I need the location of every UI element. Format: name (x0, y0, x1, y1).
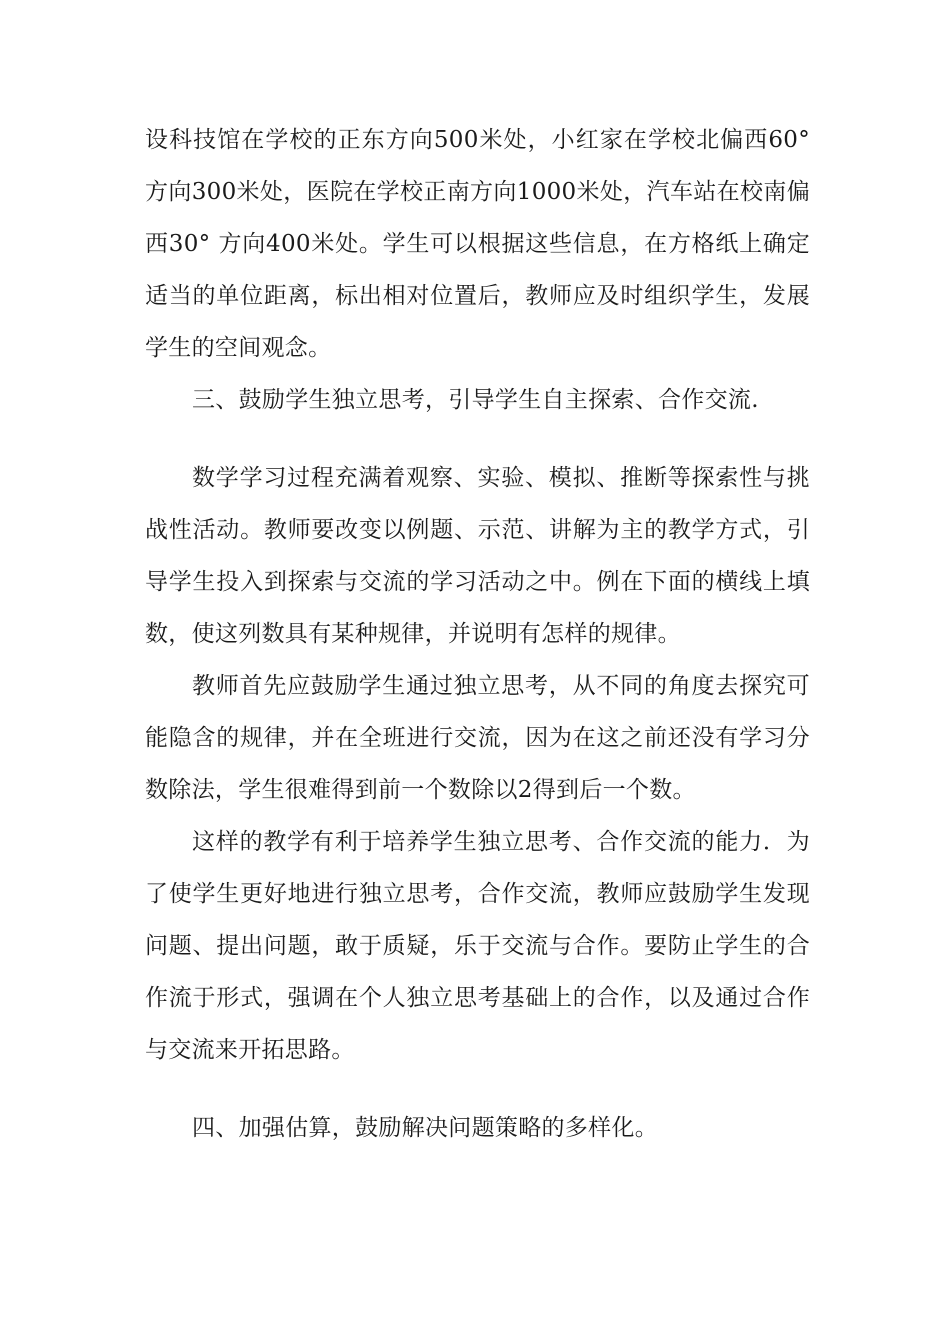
paragraph-cooperation: 这样的教学有利于培养学生独立思考、合作交流的能力．为了使学生更好地进行独立思考，合作交流，教师应鼓励学生发现问题、提出问题，敢于质疑，乐于交流与合作。要防止学生的合作流于形式，强调在个人独立思考基础上的合作，以及通过合作与交流来开拓思路。 (145, 829, 810, 1063)
paragraph-locations-example: 设科技馆在学校的正东方向500米处，小红家在学校北偏西60°方向300米处，医院在学校正南方向1000米处，汽车站在校南偏西30° 方向400米处。学生可以根据这些信息，在方格纸上确定适当的单位距离，标出相对位置后，教师应及时组织学生，发展学生的空间观念。 (145, 127, 810, 361)
paragraph-teacher-encourage: 教师首先应鼓励学生通过独立思考，从不同的角度去探究可能隐含的规律，并在全班进行交流，因为在这之前还没有学习分数除法，学生很难得到前一个数除以2得到后一个数。 (145, 673, 810, 803)
paragraph-exploration: 数学学习过程充满着观察、实验、模拟、推断等探索性与挑战性活动。教师要改变以例题、示范、讲解为主的教学方式，引导学生投入到探索与交流的学习活动之中。例在下面的横线上填数，使这列数具有某种规律，并说明有怎样的规律。 (145, 465, 810, 647)
section-heading-4: 四、加强估算，鼓励解决问题策略的多样化。 (192, 1115, 658, 1141)
section-heading-3: 三、鼓励学生独立思考，引导学生自主探索、合作交流. (192, 387, 759, 413)
